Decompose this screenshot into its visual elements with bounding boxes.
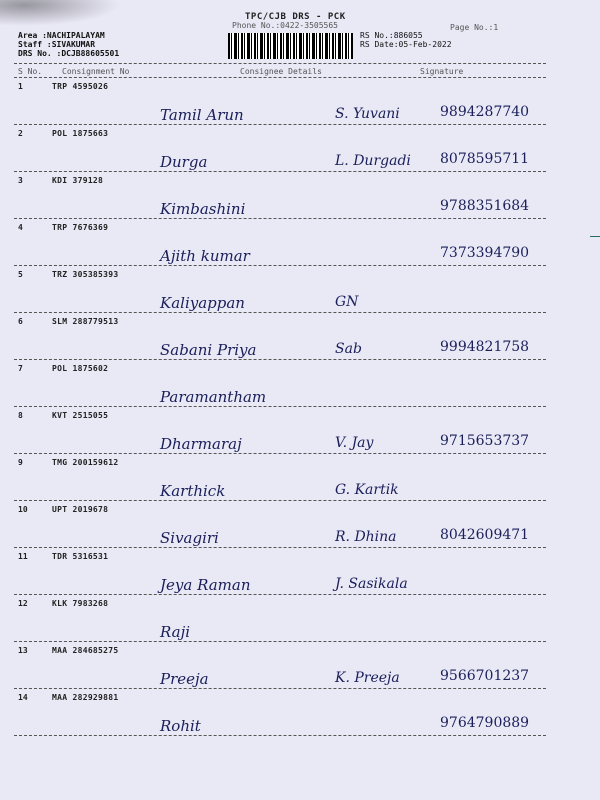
consignment-number: MAA 284685275 [52,646,119,655]
barcode [228,33,353,59]
staff-label: Staff :SIVAKUMAR [18,40,96,49]
consignee-name: Preeja [160,670,209,688]
consignment-number: KDI 379128 [52,176,104,185]
signature: L. Durgadi [335,153,411,169]
phone-handwritten: 9764790889 [440,715,530,731]
consignee-name: Kimbashini [160,200,246,218]
consignment-number: TRZ 305385393 [52,270,119,279]
row-number: 13 [18,646,28,655]
col-header-signature: Signature [420,67,464,76]
phone-handwritten: 8042609471 [440,527,530,543]
drs-number: DRS No. :DCJB88605501 [18,49,120,58]
scan-shadow [0,0,120,26]
phone-handwritten: 8078595711 [440,151,530,167]
rs-number: RS No.:886055 [360,31,423,40]
row-divider [14,171,546,172]
row-number: 11 [18,552,28,561]
margin-mark [590,236,600,237]
area-label: Area :NACHIPALAYAM [18,31,105,40]
page-number: Page No.:1 [450,23,499,32]
consignment-number: SLM 288779513 [52,317,119,326]
consignment-number: TRP 4595026 [52,82,109,91]
row-divider [14,594,546,595]
row-number: 10 [18,505,28,514]
consignee-name: Karthick [160,482,226,500]
consignee-name: Rohit [160,717,201,735]
row-divider [14,406,546,407]
row-number: 6 [18,317,23,326]
consignment-number: UPT 2019678 [52,505,109,514]
consignee-name: Sabani Priya [160,341,257,359]
consignment-number: TRP 7676369 [52,223,109,232]
row-number: 8 [18,411,23,420]
row-divider [14,124,546,125]
col-header-sno: S No. [18,67,43,76]
row-divider [14,359,546,360]
consignee-name: Tamil Arun [160,106,244,124]
row-number: 2 [18,129,23,138]
rs-date: RS Date:05-Feb-2022 [360,40,452,49]
col-header-consignment: Consignment No [62,67,130,76]
signature: K. Preeja [335,670,400,686]
phone-handwritten: 7373394790 [440,245,530,261]
phone-handwritten: 9994821758 [440,339,530,355]
row-divider [14,547,546,548]
signature: V. Jay [335,435,374,451]
row-number: 7 [18,364,23,373]
col-header-consignee: Consignee Details [240,67,322,76]
signature: R. Dhina [335,529,397,545]
signature: GN [335,294,359,310]
phone-number: Phone No.:0422-3505565 [232,21,338,30]
document-title: TPC/CJB DRS - PCK [245,12,346,22]
consignment-number: MAA 282929881 [52,693,119,702]
row-number: 14 [18,693,28,702]
row-divider [14,500,546,501]
row-divider [14,218,546,219]
row-divider [14,453,546,454]
row-divider [14,312,546,313]
consignment-number: KLK 7983268 [52,599,109,608]
consignment-number: POL 1875602 [52,364,109,373]
header-divider-top [14,63,546,64]
consignee-name: Paramantham [160,388,267,406]
row-divider [14,735,546,736]
signature: J. Sasikala [335,576,408,592]
consignee-name: Raji [160,623,191,641]
header-divider-bottom [14,77,546,78]
consignee-name: Sivagiri [160,529,219,547]
consignee-name: Ajith kumar [160,247,250,265]
row-number: 4 [18,223,23,232]
phone-handwritten: 9715653737 [440,433,530,449]
phone-handwritten: 9566701237 [440,668,530,684]
row-number: 1 [18,82,23,91]
consignee-name: Durga [160,153,208,171]
row-divider [14,641,546,642]
consignment-number: TDR 5316531 [52,552,109,561]
phone-handwritten: 9894287740 [440,104,530,120]
consignment-number: KVT 2515055 [52,411,109,420]
row-number: 12 [18,599,28,608]
signature: G. Kartik [335,482,399,498]
consignment-number: POL 1875663 [52,129,109,138]
consignee-name: Jeya Raman [160,576,251,594]
row-number: 3 [18,176,23,185]
row-divider [14,688,546,689]
signature: Sab [335,341,362,357]
consignee-name: Kaliyappan [160,294,245,312]
phone-handwritten: 9788351684 [440,198,530,214]
row-divider [14,265,546,266]
row-number: 9 [18,458,23,467]
consignee-name: Dharmaraj [160,435,242,453]
signature: S. Yuvani [335,106,400,122]
consignment-number: TMG 200159612 [52,458,119,467]
row-number: 5 [18,270,23,279]
